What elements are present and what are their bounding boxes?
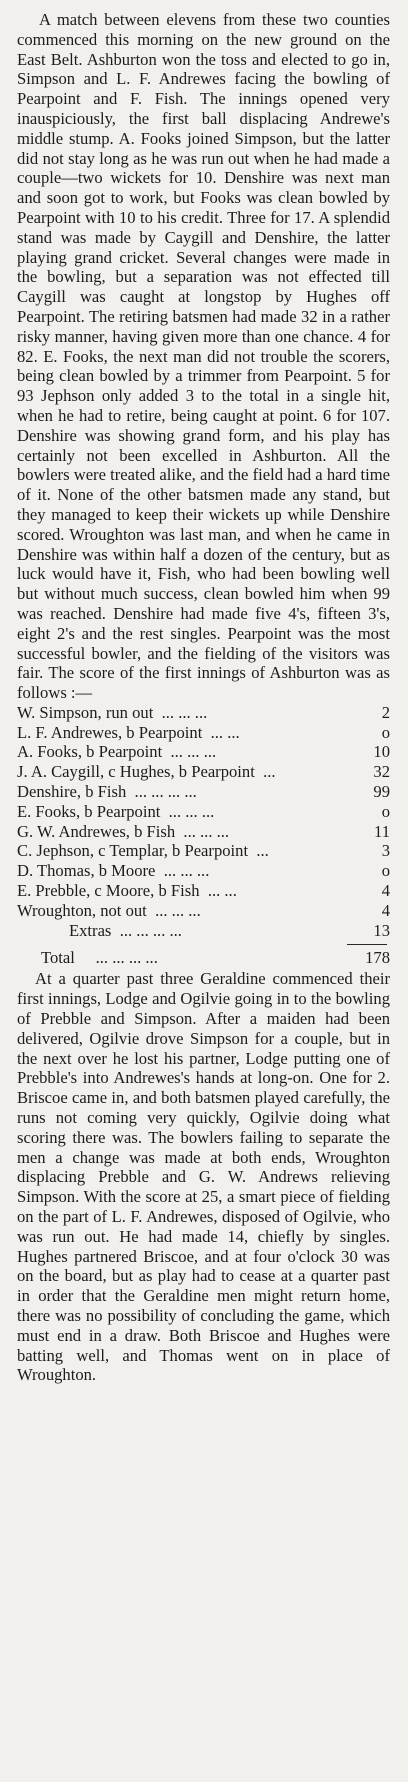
batsman-entry: J. A. Caygill, c Hughes, b Pearpoint ...: [17, 762, 276, 782]
runs-value: 11: [374, 821, 390, 841]
extras-row: [17, 921, 390, 941]
batsman-entry: E. Prebble, c Moore, b Fish ... ...: [17, 881, 237, 901]
runs-value: o: [381, 861, 390, 881]
scorecard-row: [17, 782, 390, 802]
extras-value: 13: [373, 920, 390, 940]
scorecard-row: [17, 802, 390, 822]
scorecard-row: [17, 723, 390, 743]
batsman-entry: Denshire, b Fish ... ... ... ...: [17, 782, 197, 802]
batsman-entry: E. Fooks, b Pearpoint ... ... ...: [17, 801, 215, 821]
total-value: 178: [365, 948, 390, 968]
scorecard-row: [17, 822, 390, 842]
scorecard-row: [17, 742, 390, 762]
runs-value: 3: [381, 841, 390, 861]
runs-value: 32: [373, 762, 390, 782]
total-divider: [347, 944, 387, 945]
batsman-entry: G. W. Andrewes, b Fish ... ... ...: [17, 821, 230, 841]
extras-entry: Extras ... ... ... ...: [69, 920, 182, 940]
scorecard-row: [17, 901, 390, 921]
batsman-entry: D. Thomas, b Moore ... ... ...: [17, 861, 210, 881]
scorecard-row: [17, 703, 390, 723]
runs-value: 2: [381, 702, 390, 722]
total-row: [17, 947, 390, 969]
runs-value: o: [381, 801, 390, 821]
batsman-entry: L. F. Andrewes, b Pearpoint ... ...: [17, 722, 240, 742]
scorecard-row: [17, 762, 390, 782]
runs-value: 99: [373, 782, 390, 802]
batsman-entry: W. Simpson, run out ... ... ...: [17, 702, 208, 722]
runs-value: 4: [381, 900, 390, 920]
scorecard-row: [17, 861, 390, 881]
batsman-entry: A. Fooks, b Pearpoint ... ... ...: [17, 742, 217, 762]
match-report-paragraph-2: At a quarter past three Geraldine commenced their first innings, Lodge and Ogilvie going in to the bowling of Prebble and Simpson. After a maiden had been delivered, Ogilvie drove Simpson for a couple, but in the next over he lost his partner, Lodge putting one of Prebble's into Andrewes's hands at long-on. One for 2. Briscoe came in, and both batsmen played carefully, the runs not coming very quickly, Ogilvie doing what scoring there was. The bowlers failing to separate the men a change was made at both ends, Wroughton displacing Prebble and G. W. Andrews relieving Simpson. With the score at 25, a smart piece of fielding on the part of L. F. Andrewes, disposed of Ogilvie, who was run out. He had made 14, chiefly by singles. Hughes partnered Briscoe, and at four o'clock 30 was on the board, but as play had to cease at a quarter past in order that the Geraldine men might return home, there was no possibility of concluding the game, which must end in a draw. Both Briscoe and Hughes were batting well, and Thomas went on in place of Wroughton.: [17, 969, 390, 1385]
batsman-entry: C. Jephson, c Templar, b Pearpoint ...: [17, 841, 269, 861]
scorecard-row: [17, 841, 390, 861]
runs-value: 4: [381, 881, 390, 901]
batsman-entry: Wroughton, not out ... ... ...: [17, 900, 201, 920]
runs-value: o: [381, 722, 390, 742]
total-entry: Total ... ... ... ...: [41, 948, 158, 968]
runs-value: 10: [373, 742, 390, 762]
match-report-paragraph: A match between elevens from these two counties commenced this morning on the new ground on the East Belt. Ashburton won the toss and elected to go in, Simpson and L. F. Andrewes facing the bowling of Pearpoint and F. Fish. The innings opened very inauspiciously, the first ball displacing Andrewe's middle stump. A. Fooks joined Simpson, but the latter did not stay long as he was run out when he had made a couple—two wickets for 10. Denshire was next man and soon got to work, but Fooks was clean bowled by Pearpoint with 10 to his credit. Three for 17. A splendid stand was made by Caygill and Denshire, the latter playing grand cricket. Several changes were made in the bowling, but a separation was not effected till Caygill was caught at longstop by Hughes off Pearpoint. The retiring batsmen had made 32 in a rather risky manner, having given more than one chance. 4 for 82. E. Fooks, the next man did not trouble the scorers, being clean bowled by a trimmer from Pearpoint. 5 for 93 Jephson only added 3 to the total in a single hit, when he had to retire, being caught at point. 6 for 107. Denshire was showing grand form, and his play has certainly not been excelled in Ashburton. All the bowlers were treated alike, and the field had a hard time of it. None of the other batsmen made any stand, but they managed to keep their wickets up while Denshire scored. Wroughton was last man, and when he came in Denshire was within half a dozen of the century, but as luck would have it, Fish, who had been bowling well but without much success, clean bowled him when 99 was reached. Denshire had made five 4's, fifteen 3's, eight 2's and the rest singles. Pearpoint was the most successful bowler, and the fielding of the visitors was fair. The score of the first innings of Ashburton was as follows :—: [17, 10, 390, 703]
scorecard: [17, 703, 390, 941]
scorecard-row: [17, 881, 390, 901]
